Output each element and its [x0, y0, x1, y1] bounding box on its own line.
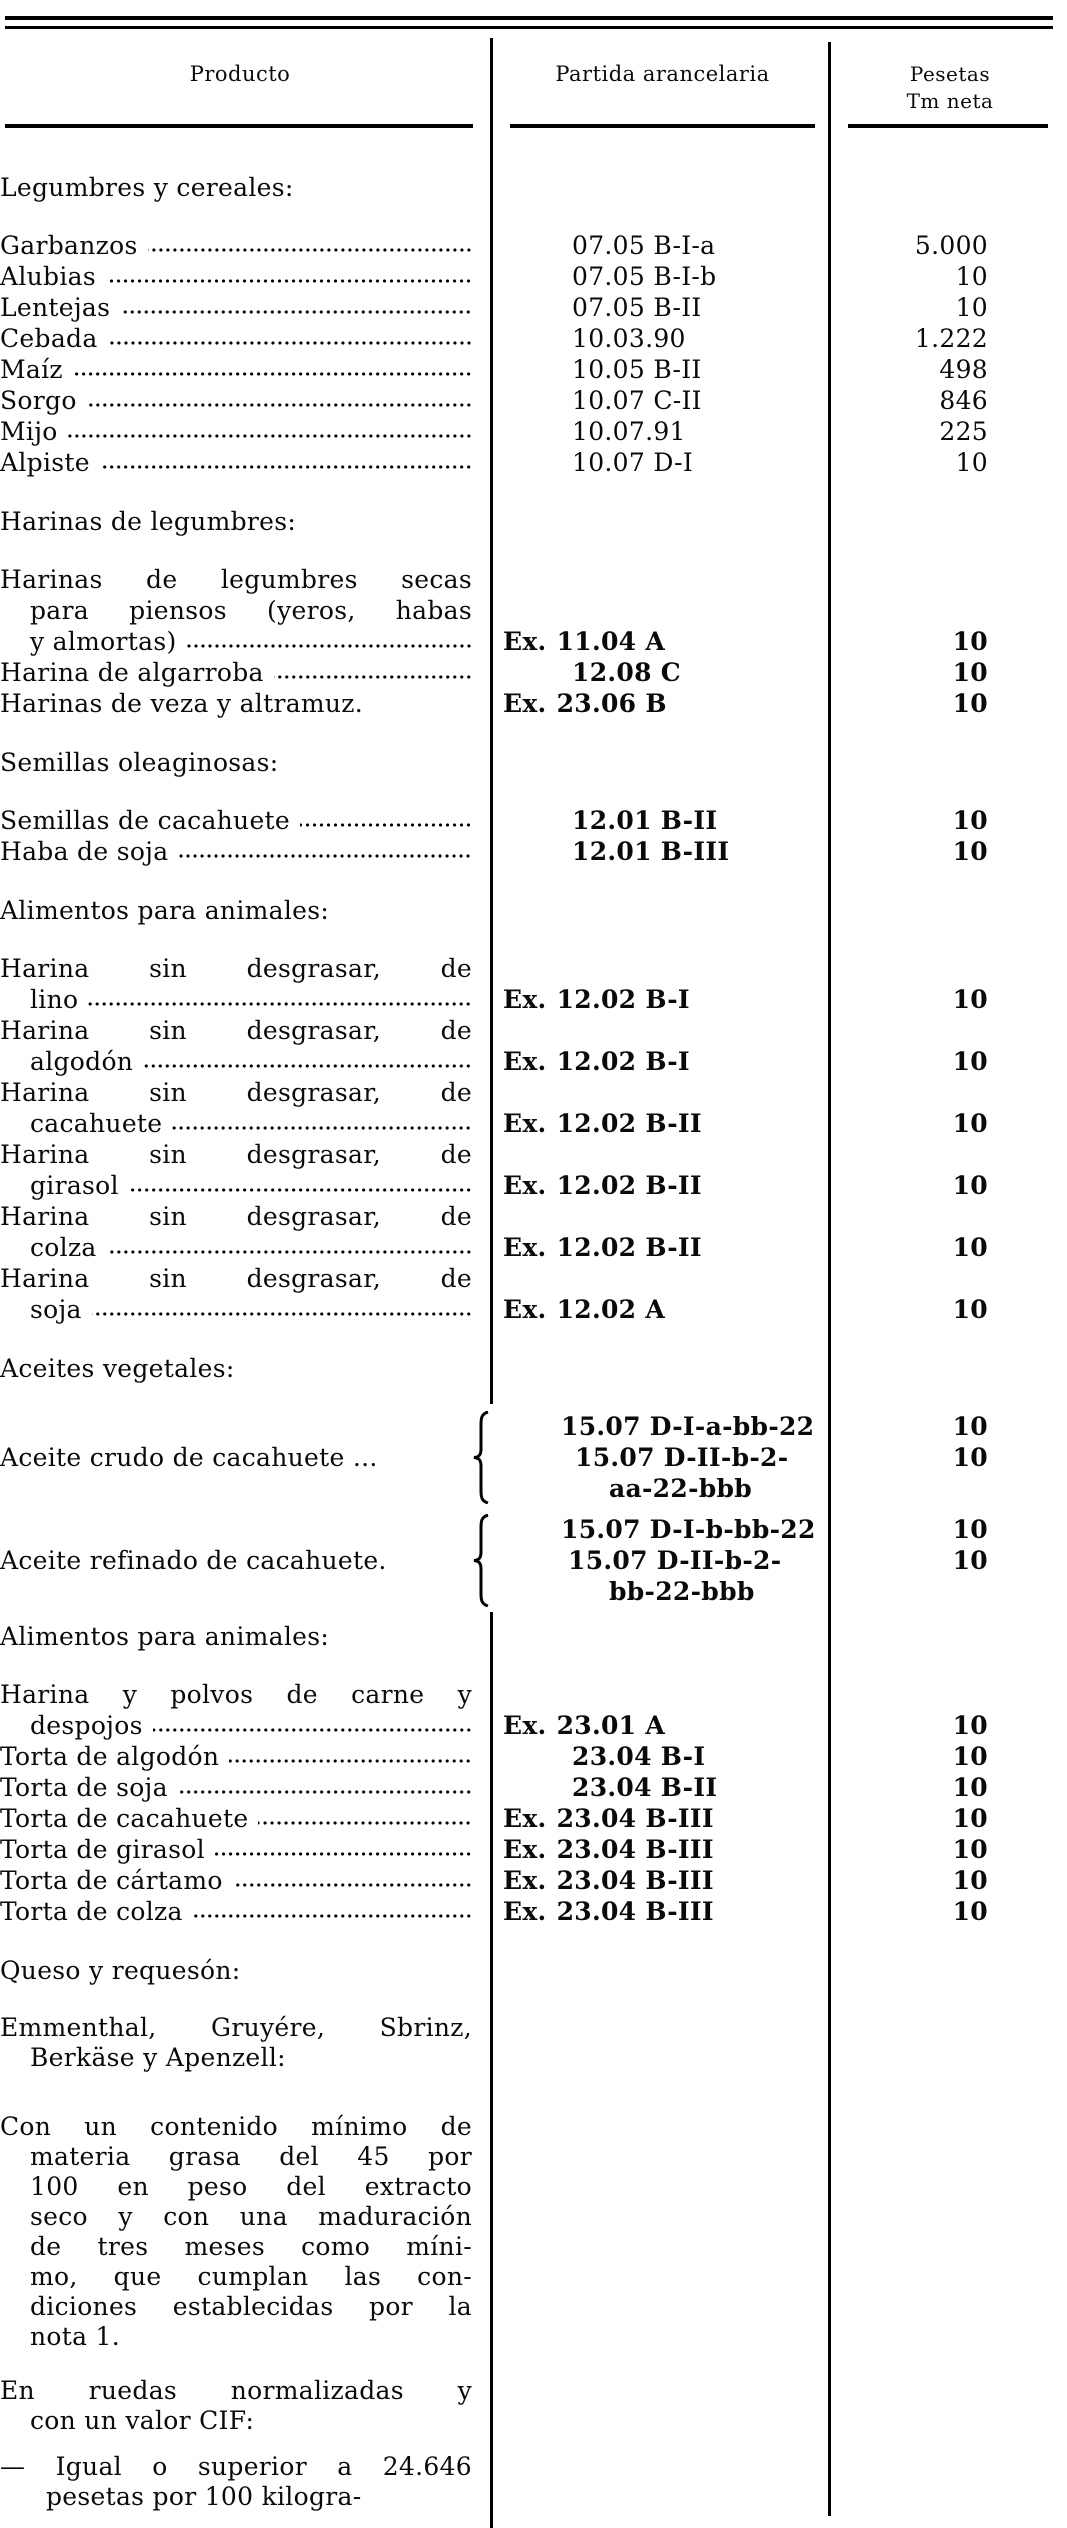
price-value: 10: [952, 1047, 988, 1076]
column-header-price: [850, 61, 1050, 115]
note-line: 100 en peso del extracto: [30, 2172, 472, 2201]
column-header-price-line2: Tm neta: [906, 89, 994, 113]
product-cell: [0, 1896, 472, 1927]
product-name: Semillas de cacahuete: [0, 806, 290, 835]
table-row: [0, 447, 988, 478]
tariff-code-cell: [494, 1232, 834, 1263]
product-cell: [0, 1077, 472, 1139]
table-row: [0, 292, 988, 323]
product-cell: [0, 1679, 472, 1741]
note-paragraph: [0, 2112, 472, 2352]
tariff-code-cell: [494, 657, 834, 688]
section-heading: Alimentos para animales:: [0, 1622, 330, 1651]
product-name: Maíz: [0, 355, 63, 384]
top-double-rule-lower: [5, 26, 1053, 29]
dot-leader: [120, 308, 472, 316]
table-row: [0, 1077, 988, 1139]
product-line: [0, 323, 472, 354]
price-value: 10: [952, 1835, 988, 1864]
table-row: [0, 1139, 988, 1201]
table-row: [0, 1865, 988, 1896]
tariff-code: 12.02 B-I: [556, 985, 690, 1014]
dot-leader: [87, 401, 472, 409]
product-line: para piensos (yeros, habas: [30, 596, 472, 625]
tariff-code-cell: [494, 323, 834, 354]
dot-leader: [215, 1850, 472, 1858]
product-name: Mijo: [0, 417, 58, 446]
tariff-code: 23.04 B-III: [556, 1897, 714, 1926]
note-line: pesetas por 100 kilogra-: [46, 2482, 362, 2511]
product-line: [0, 354, 472, 385]
table-row: [0, 836, 988, 867]
tariff-code: 15.07 D-II-b-2-: [568, 1546, 782, 1575]
product-line: [0, 230, 472, 261]
price-value: 10: [955, 448, 988, 477]
product-line: [0, 447, 472, 478]
tariff-code-cell: [494, 416, 834, 447]
price-value: 10: [952, 1515, 988, 1544]
product-cell: [0, 323, 472, 354]
table-row-group: [0, 1514, 988, 1607]
tariff-ex-prefix: Ex.: [503, 1171, 547, 1200]
dot-leader: [172, 1124, 472, 1132]
product-line: [0, 1834, 472, 1865]
tariff-ex-prefix: Ex.: [503, 1711, 547, 1740]
tariff-code: 10.07 D-I: [572, 448, 694, 477]
price-value: 10: [952, 1412, 988, 1441]
product-name: despojos: [30, 1711, 143, 1740]
tariff-ex-prefix: Ex.: [503, 1897, 547, 1926]
product-line: [0, 805, 472, 836]
product-cell: [0, 953, 472, 1015]
product-cell: [0, 385, 472, 416]
product-cell: [0, 1015, 472, 1077]
product-line: [0, 416, 472, 447]
tariff-ex-prefix: Ex.: [503, 1233, 547, 1262]
tariff-table-body: [0, 172, 1067, 2512]
tariff-code: 12.01 B-II: [572, 806, 718, 835]
note-paragraph: [0, 2013, 472, 2073]
product-cell: [0, 657, 472, 688]
section-heading: Harinas de legumbres:: [0, 507, 297, 536]
tariff-ex-prefix: Ex.: [503, 1835, 547, 1864]
tariff-code: bb-22-bbb: [609, 1577, 755, 1606]
price-value: 10: [952, 1866, 988, 1895]
product-cell: [0, 1834, 472, 1865]
table-row: [0, 1679, 988, 1741]
column-header-tariff: Partida arancelaria: [555, 62, 770, 86]
dot-leader: [68, 432, 472, 440]
price-value: 5.000: [914, 231, 988, 260]
note-paragraph: [0, 2452, 472, 2512]
section-heading: Semillas oleaginosas:: [0, 748, 279, 777]
product-name: Alpiste: [0, 448, 90, 477]
table-row: [0, 564, 988, 657]
table-row: [0, 1741, 988, 1772]
column-header-product: Producto: [189, 62, 291, 86]
tariff-code: 23.04 B-III: [556, 1835, 714, 1864]
header-underline-price: [848, 124, 1048, 128]
table-row: [0, 385, 988, 416]
product-cell: [0, 447, 472, 478]
product-cell: [0, 564, 472, 657]
price-value: 10: [952, 1443, 988, 1472]
tariff-code-cell: [494, 1046, 834, 1077]
dot-leader: [143, 1062, 472, 1070]
tariff-code-cell: [494, 1896, 834, 1927]
tariff-code-cell: [494, 1294, 834, 1325]
note-line: con un valor CIF:: [30, 2406, 255, 2435]
dot-leader: [300, 821, 472, 829]
price-value: 10: [952, 1546, 988, 1575]
product-line: [0, 1108, 472, 1139]
tariff-code-list: [494, 1514, 834, 1607]
dot-leader: [193, 1912, 472, 1920]
product-name: Harina de algarroba: [0, 658, 264, 687]
dot-leader: [129, 1186, 472, 1194]
tariff-code-cell: [494, 836, 834, 867]
dot-leader: [233, 1881, 472, 1889]
tariff-code-cell: [494, 292, 834, 323]
product-cell: [0, 261, 472, 292]
product-line: [0, 836, 472, 867]
product-name: Lentejas: [0, 293, 111, 322]
product-line: [0, 261, 472, 292]
tariff-code: 10.03.90: [572, 324, 686, 353]
note-line: materia grasa del 45 por: [30, 2142, 472, 2171]
table-section: [0, 747, 1067, 867]
table-row: [0, 805, 988, 836]
tariff-code: 23.06 B: [556, 689, 667, 718]
product-line: Harina sin desgrasar, de: [0, 1016, 472, 1045]
note-line: Berkäse y Apenzell:: [30, 2043, 286, 2072]
dot-leader: [178, 852, 472, 860]
dot-leader: [92, 1310, 472, 1318]
dot-leader: [106, 277, 472, 285]
tariff-code: 07.05 B-I-b: [572, 262, 717, 291]
product-name: Haba de soja: [0, 837, 169, 866]
tariff-code-cell: [494, 230, 834, 261]
note-line: — Igual o superior a 24.646: [0, 2452, 472, 2481]
tariff-code: 23.04 B-I: [572, 1742, 706, 1771]
product-line: Harinas de legumbres secas: [0, 565, 472, 594]
product-name: Alubias: [0, 262, 96, 291]
tariff-code: 10.05 B-II: [572, 355, 702, 384]
tariff-ex-prefix: Ex.: [503, 1804, 547, 1833]
tariff-code: 15.07 D-I-b-bb-22: [561, 1515, 816, 1544]
table-row: [0, 657, 988, 688]
product-line: Harina sin desgrasar, de: [0, 1264, 472, 1293]
tariff-ex-prefix: Ex.: [503, 689, 547, 718]
tariff-code-cell: [494, 261, 834, 292]
product-line: [0, 292, 472, 323]
product-cell: [0, 292, 472, 323]
table-row: [0, 1201, 988, 1263]
price-value: 10: [952, 1171, 988, 1200]
dot-leader: [178, 1788, 472, 1796]
product-line: Harina sin desgrasar, de: [0, 954, 472, 983]
price-value: 10: [952, 1711, 988, 1740]
header-underline-tariff: [510, 124, 815, 128]
tariff-code: 12.02 B-I: [556, 1047, 690, 1076]
tariff-code: 12.02 A: [556, 1295, 666, 1324]
tariff-code: 23.04 B-II: [572, 1773, 718, 1802]
note-line: mo, que cumplan las con-: [30, 2262, 472, 2291]
product-line: [0, 1710, 472, 1741]
tariff-code-cell: [494, 1803, 834, 1834]
product-line: [0, 1046, 472, 1077]
product-name: Aceite refinado de cacahuete.: [0, 1546, 387, 1575]
tariff-code: 07.05 B-I-a: [572, 231, 716, 260]
table-section: [0, 895, 1067, 1325]
price-value: 846: [939, 386, 988, 415]
tariff-code-list: [494, 1411, 834, 1504]
tariff-code-cell: [494, 1108, 834, 1139]
product-name: Torta de algodón: [0, 1742, 220, 1771]
tariff-ex-prefix: Ex.: [503, 1866, 547, 1895]
dot-leader: [153, 1726, 472, 1734]
dot-leader: [73, 370, 472, 378]
product-cell: [0, 688, 472, 719]
product-cell: [0, 1263, 472, 1325]
tariff-code-cell: [494, 385, 834, 416]
product-cell: [0, 836, 472, 867]
price-value: 10: [952, 658, 988, 687]
tariff-ex-prefix: Ex.: [503, 627, 547, 656]
product-name: girasol: [30, 1171, 119, 1200]
tariff-code: 12.02 B-II: [556, 1233, 702, 1262]
product-line: Harina y polvos de carne y: [0, 1680, 472, 1709]
note-line: Emmenthal, Gruyére, Sbrinz,: [0, 2013, 472, 2042]
table-row: [0, 1834, 988, 1865]
product-cell: [0, 354, 472, 385]
tariff-code: 12.02 B-II: [556, 1171, 702, 1200]
price-value: 10: [952, 1773, 988, 1802]
tariff-code-cell: [494, 447, 834, 478]
tariff-code: 23.04 B-III: [556, 1804, 714, 1833]
top-double-rule-upper: [5, 16, 1053, 20]
product-name: algodón: [30, 1047, 134, 1076]
product-name: Torta de girasol: [0, 1835, 205, 1864]
product-line: [0, 1896, 472, 1927]
table-row: [0, 416, 988, 447]
product-name: y almortas): [30, 627, 177, 656]
price-value-list: [834, 1411, 988, 1504]
price-value: 10: [952, 1897, 988, 1926]
product-line: Harina sin desgrasar, de: [0, 1202, 472, 1231]
tariff-code-cell: [494, 805, 834, 836]
dot-leader: [187, 642, 472, 650]
product-line: Harina sin desgrasar, de: [0, 1078, 472, 1107]
price-value: 10: [952, 689, 988, 718]
tariff-code-cell: [494, 688, 834, 719]
product-line: [0, 1232, 472, 1263]
note-line: Con un contenido mínimo de: [0, 2112, 472, 2141]
product-cell: [0, 1741, 472, 1772]
tariff-ex-prefix: Ex.: [503, 1047, 547, 1076]
price-value: 10: [952, 806, 988, 835]
curly-brace-icon: [472, 1514, 490, 1607]
table-row: [0, 1896, 988, 1927]
table-row: [0, 1015, 988, 1077]
table-row: [0, 688, 988, 719]
tariff-code: 10.07.91: [572, 417, 686, 446]
tariff-code-cell: [494, 1834, 834, 1865]
product-line: [0, 1741, 472, 1772]
tariff-code: 12.08 C: [572, 658, 681, 687]
tariff-code-cell: [494, 1865, 834, 1896]
tariff-code-cell: [494, 354, 834, 385]
tariff-code-cell: [494, 1710, 834, 1741]
table-section: [0, 172, 1067, 478]
product-cell: [0, 1772, 472, 1803]
product-name: Torta de soja: [0, 1773, 168, 1802]
product-line: Harinas de veza y altramuz.: [0, 689, 364, 718]
dot-leader: [148, 246, 472, 254]
product-name: colza: [30, 1233, 97, 1262]
header-underline-product: [5, 124, 473, 128]
product-name: Sorgo: [0, 386, 77, 415]
tariff-code: 23.04 B-III: [556, 1866, 714, 1895]
price-value: 498: [939, 355, 988, 384]
product-cell: [0, 416, 472, 447]
product-line: [0, 626, 472, 657]
product-name: Aceite crudo de cacahuete ...: [0, 1443, 378, 1472]
product-cell: [0, 1201, 472, 1263]
product-name: cacahuete: [30, 1109, 163, 1138]
table-row: [0, 354, 988, 385]
price-value: 10: [955, 262, 988, 291]
table-row: [0, 323, 988, 354]
tariff-code-cell: [494, 1741, 834, 1772]
price-value-list: [834, 1514, 988, 1607]
tariff-code: 23.01 A: [556, 1711, 666, 1740]
product-cell: [0, 805, 472, 836]
dot-leader: [88, 1000, 472, 1008]
price-value: 10: [952, 1233, 988, 1262]
table-row: [0, 1803, 988, 1834]
section-heading: Alimentos para animales:: [0, 896, 330, 925]
section-heading: Queso y requesón:: [0, 1956, 241, 1985]
price-value: 1.222: [914, 324, 988, 353]
dot-leader: [100, 463, 472, 471]
tariff-code: 12.02 B-II: [556, 1109, 702, 1138]
dot-leader: [229, 1757, 472, 1765]
dot-leader: [107, 1248, 472, 1256]
tariff-code-cell: [494, 1772, 834, 1803]
product-line: Harina sin desgrasar, de: [0, 1140, 472, 1169]
price-value: 10: [952, 985, 988, 1014]
product-line: [0, 1803, 472, 1834]
product-name: Torta de cártamo: [0, 1866, 223, 1895]
price-value: 225: [939, 417, 988, 446]
product-name: Torta de cacahuete: [0, 1804, 249, 1833]
product-name: soja: [30, 1295, 82, 1324]
tariff-ex-prefix: Ex.: [503, 1295, 547, 1324]
dot-leader: [108, 339, 472, 347]
price-value: 10: [952, 1804, 988, 1833]
tariff-code-cell: [494, 626, 834, 657]
table-section: [0, 506, 1067, 719]
note-line: seco y con una maduración: [30, 2202, 472, 2231]
tariff-ex-prefix: Ex.: [503, 1109, 547, 1138]
table-row: [0, 261, 988, 292]
tariff-code: 11.04 A: [556, 627, 666, 656]
product-line: [0, 657, 472, 688]
tariff-code: 12.01 B-III: [572, 837, 730, 866]
section-heading: Aceites vegetales:: [0, 1354, 235, 1383]
price-value: 10: [952, 627, 988, 656]
table-row: [0, 1772, 988, 1803]
product-line: [0, 1865, 472, 1896]
price-value: 10: [952, 1295, 988, 1324]
product-line: [0, 1772, 472, 1803]
table-section: [0, 1353, 1067, 1607]
tariff-code: 07.05 B-II: [572, 293, 702, 322]
table-row: [0, 1263, 988, 1325]
price-value: 10: [955, 293, 988, 322]
note-line: diciones establecidas por la: [30, 2292, 472, 2321]
note-paragraph: [0, 2376, 472, 2436]
column-header-price-line1: Pesetas: [909, 62, 991, 86]
tariff-code-cell: [494, 984, 834, 1015]
product-cell: [0, 1803, 472, 1834]
section-heading: Legumbres y cereales:: [0, 173, 294, 202]
table-row-group: [0, 1411, 988, 1504]
note-line: En ruedas normalizadas y: [0, 2376, 472, 2405]
table-row: [0, 953, 988, 1015]
price-value: 10: [952, 1742, 988, 1771]
table-section: [0, 1955, 1067, 2512]
product-cell: [0, 1865, 472, 1896]
tariff-code: 10.07 C-II: [572, 386, 702, 415]
product-line: [0, 1170, 472, 1201]
product-line: [0, 385, 472, 416]
table-row: [0, 230, 988, 261]
curly-brace-icon: [472, 1411, 490, 1504]
tariff-ex-prefix: Ex.: [503, 985, 547, 1014]
product-cell: [0, 1139, 472, 1201]
table-section: [0, 1621, 1067, 1927]
product-name: lino: [30, 985, 79, 1014]
note-line: nota 1.: [30, 2322, 121, 2351]
dot-leader: [274, 673, 472, 681]
tariff-code: 15.07 D-I-a-bb-22: [561, 1412, 815, 1441]
product-name: Garbanzos: [0, 231, 138, 260]
note-line: de tres meses como míni-: [30, 2232, 472, 2261]
product-cell: [0, 230, 472, 261]
tariff-code: aa-22-bbb: [609, 1474, 753, 1503]
product-line: [0, 984, 472, 1015]
product-line: [0, 1294, 472, 1325]
price-value: 10: [952, 837, 988, 866]
product-name: Torta de colza: [0, 1897, 183, 1926]
tariff-code-cell: [494, 1170, 834, 1201]
price-value: 10: [952, 1109, 988, 1138]
product-name: Cebada: [0, 324, 98, 353]
dot-leader: [258, 1819, 472, 1827]
tariff-code: 15.07 D-II-b-2-: [575, 1443, 789, 1472]
